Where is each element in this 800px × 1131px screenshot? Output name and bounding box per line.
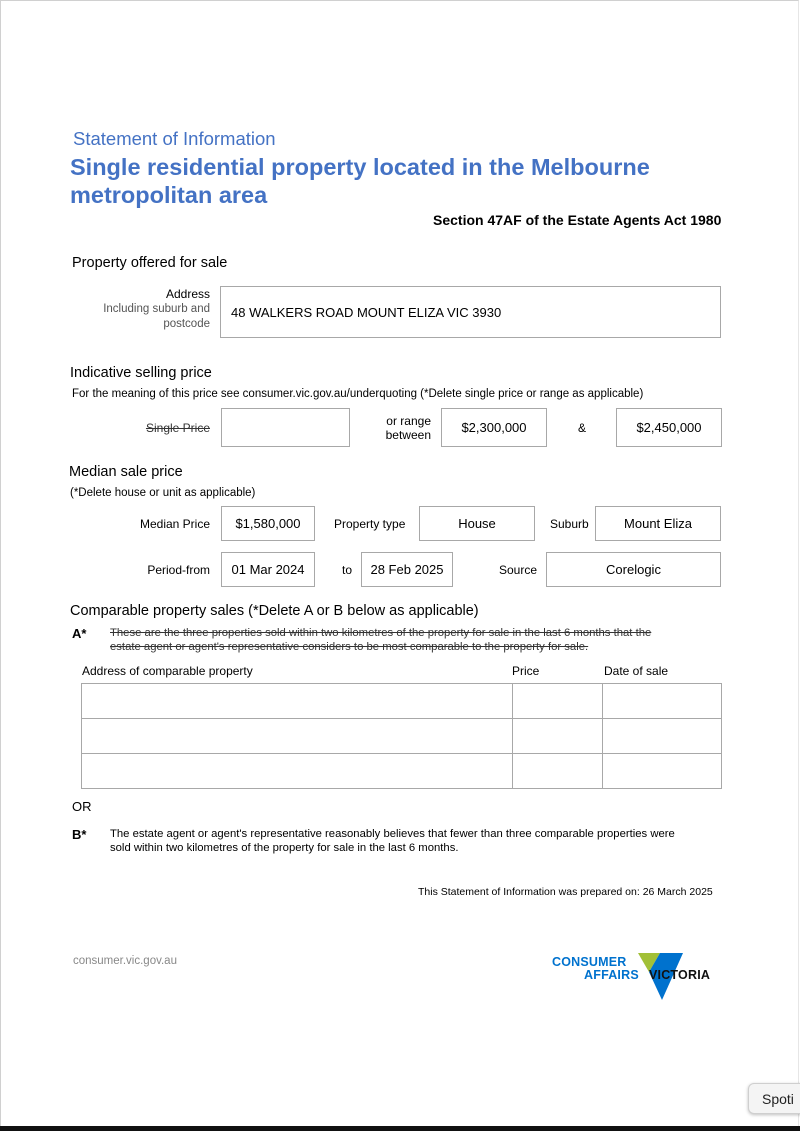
period-to-field[interactable] — [361, 552, 453, 587]
option-a-text-line-1: These are the three properties sold within two kilometres of the property for sale in the last 6 months that the — [110, 627, 652, 639]
range-label — [355, 414, 431, 442]
option-a-text — [110, 626, 651, 654]
comparable-date-cell[interactable] — [603, 684, 722, 719]
col-header-price: Price — [512, 664, 540, 678]
median-section-title: Median sale price — [69, 464, 183, 480]
logo-line-affairs: AFFAIRS — [584, 968, 639, 982]
comparable-price-cell[interactable] — [513, 684, 603, 719]
option-b-text-line-2: sold within two kilometres of the property for sale in the last 6 months. — [110, 842, 459, 854]
median-price-value: $1,580,000 — [235, 516, 301, 531]
bottom-bar — [0, 1126, 800, 1131]
table-row — [82, 754, 722, 789]
range-low-value: $2,300,000 — [461, 420, 527, 435]
period-from-label: Period-from — [147, 563, 210, 577]
act-reference: Section 47AF of the Estate Agents Act 1980 — [433, 212, 722, 228]
option-b-text — [110, 827, 675, 855]
page-title-line-2: metropolitan area — [70, 182, 268, 208]
source-value: Corelogic — [606, 562, 661, 577]
option-a-text-line-2: estate agent or agent's representative considers to be most comparable to the property for sale. — [110, 641, 589, 653]
source-label: Source — [499, 563, 538, 577]
range-and: & — [578, 421, 587, 435]
range-high-value: $2,450,000 — [636, 420, 702, 435]
address-field[interactable] — [220, 286, 721, 338]
period-from-field[interactable] — [221, 552, 315, 587]
property-section-title: Property offered for sale — [72, 255, 228, 271]
page-title — [70, 153, 650, 209]
spotify-popup-button[interactable] — [748, 1083, 800, 1114]
col-header-address: Address of comparable property — [82, 664, 253, 678]
comparable-section-title: Comparable property sales (*Delete A or B below as applicable) — [70, 603, 479, 619]
address-value: 48 WALKERS ROAD MOUNT ELIZA VIC 3930 — [231, 304, 502, 320]
comparable-address-cell[interactable] — [82, 754, 513, 789]
range-label-2: between — [385, 428, 431, 442]
indicative-note: For the meaning of this price see consumer.vic.gov.au/underquoting (*Delete single price or range as applicable) — [72, 388, 644, 400]
median-note: (*Delete house or unit as applicable) — [70, 487, 256, 499]
median-price-field[interactable] — [221, 506, 315, 541]
table-row — [82, 719, 722, 754]
property-type-label: Property type — [334, 517, 406, 531]
comparable-sales-table — [81, 683, 722, 789]
comparable-price-cell[interactable] — [513, 719, 603, 754]
option-b-marker: B* — [72, 827, 87, 842]
single-price-field[interactable] — [221, 408, 350, 447]
comparable-price-cell[interactable] — [513, 754, 603, 789]
indicative-section-title: Indicative selling price — [70, 365, 212, 381]
logo-line-consumer: CONSUMER — [552, 955, 627, 969]
address-label-main: Address — [165, 287, 210, 301]
period-to-value: 28 Feb 2025 — [370, 562, 444, 577]
comparable-date-cell[interactable] — [603, 754, 722, 789]
consumer-affairs-victoria-logo — [552, 952, 724, 1004]
median-price-label: Median Price — [139, 517, 210, 531]
logo-line-victoria: VICTORIA — [649, 968, 711, 982]
doc-label: Statement of Information — [73, 128, 276, 149]
period-from-value: 01 Mar 2024 — [231, 562, 305, 577]
col-header-date: Date of sale — [604, 664, 669, 678]
address-sublabel-1: Including suburb and — [103, 303, 210, 315]
address-label — [80, 287, 210, 332]
or-text: OR — [72, 799, 92, 814]
option-a-marker: A* — [72, 626, 87, 641]
property-type-value: House — [458, 516, 496, 531]
table-row — [82, 684, 722, 719]
comparable-address-cell[interactable] — [82, 719, 513, 754]
address-sublabel-2: postcode — [163, 318, 210, 330]
range-low-field[interactable] — [441, 408, 547, 447]
suburb-field[interactable] — [595, 506, 721, 541]
spotify-label: Spoti — [762, 1091, 794, 1107]
footer-website: consumer.vic.gov.au — [73, 955, 177, 967]
range-label-1: or range — [386, 414, 431, 428]
comparable-address-cell[interactable] — [82, 684, 513, 719]
suburb-value: Mount Eliza — [624, 516, 692, 531]
single-price-label: Single Price — [145, 421, 210, 435]
period-to-label: to — [342, 563, 353, 577]
suburb-label: Suburb — [550, 517, 589, 531]
option-b-text-line-1: The estate agent or agent's representative reasonably believes that fewer than three comparable properties were — [110, 828, 675, 840]
comparable-date-cell[interactable] — [603, 719, 722, 754]
property-type-field[interactable] — [419, 506, 535, 541]
prepared-date-text: This Statement of Information was prepared on: 26 March 2025 — [418, 886, 713, 898]
page-title-line-1: Single residential property located in the Melbourne — [70, 154, 650, 180]
range-high-field[interactable] — [616, 408, 722, 447]
source-field[interactable] — [546, 552, 721, 587]
